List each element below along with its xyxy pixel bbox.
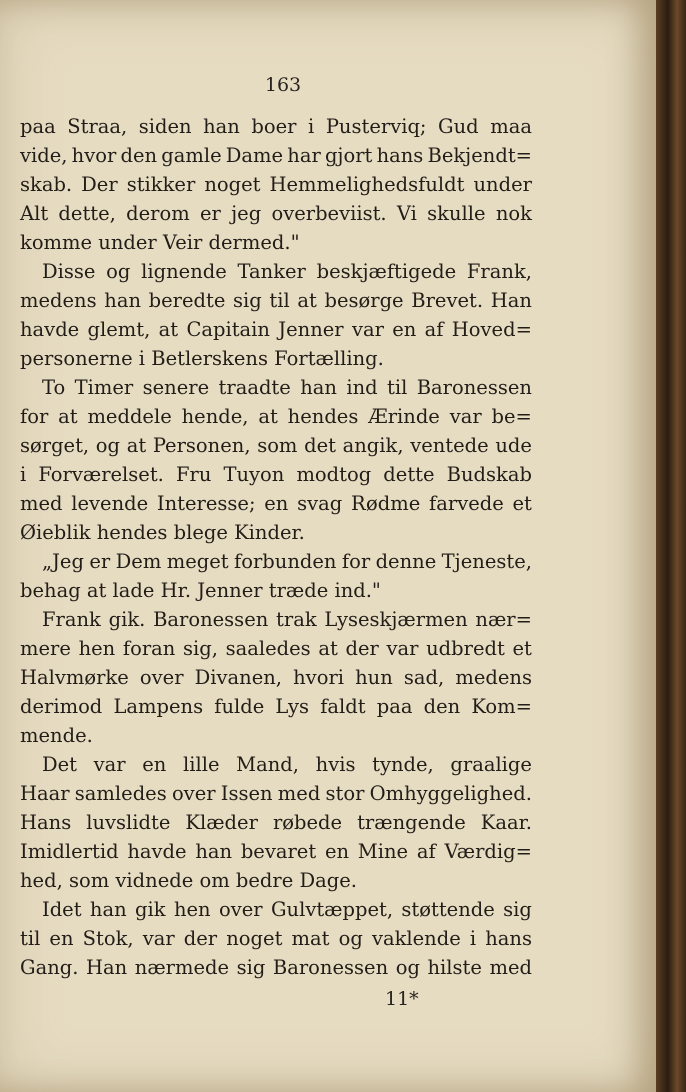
- text-line: medens han beredte sig til at besørge Brevet. Han: [20, 289, 532, 312]
- text-line: To Timer senere traadte han ind til Baronessen: [42, 376, 532, 399]
- signature-mark: 11*: [385, 988, 419, 1010]
- text-line: personerne i Betlerskens Fortælling.: [20, 347, 384, 370]
- text-line: for at meddele hende, at hendes Ærinde var be=: [20, 405, 532, 428]
- body-text: [20, 112, 532, 982]
- text-line: Haar samledes over Issen med stor Omhyggelighed.: [20, 782, 532, 805]
- text-line: skab. Der stikker noget Hemmelighedsfuldt under: [20, 173, 532, 196]
- book-edge: [656, 0, 686, 1092]
- text-line: „Jeg er Dem meget forbunden for denne Tjeneste,: [42, 550, 532, 573]
- text-line: Øieblik hendes blege Kinder.: [20, 521, 305, 544]
- text-line: Imidlertid havde han bevaret en Mine af Værdig=: [20, 840, 532, 863]
- text-line: til en Stok, var der noget mat og vaklende i hans: [20, 927, 532, 950]
- text-line: hed, som vidnede om bedre Dage.: [20, 869, 357, 892]
- text-line: med levende Interesse; en svag Rødme farvede et: [20, 492, 532, 515]
- text-line: havde glemt, at Capitain Jenner var en af Hoved=: [20, 318, 532, 341]
- text-line: i Forværelset. Fru Tuyon modtog dette Budskab: [20, 463, 532, 486]
- text-line: behag at lade Hr. Jenner træde ind.": [20, 579, 381, 602]
- text-line: sørget, og at Personen, som det angik, ventede ude: [20, 434, 532, 457]
- page-number: 163: [264, 74, 302, 96]
- text-line: Alt dette, derom er jeg overbeviist. Vi skulle nok: [20, 202, 532, 225]
- text-line: mende.: [20, 724, 93, 747]
- text-line: Frank gik. Baronessen trak Lyseskjærmen nær=: [42, 608, 532, 631]
- text-line: komme under Veir dermed.": [20, 231, 300, 254]
- text-line: derimod Lampens fulde Lys faldt paa den Kom=: [20, 695, 532, 718]
- text-line: Gang. Han nærmede sig Baronessen og hilste med: [20, 956, 532, 979]
- text-line: Det var en lille Mand, hvis tynde, graalige: [42, 753, 532, 776]
- text-line: Hans luvslidte Klæder røbede trængende Kaar.: [20, 811, 532, 834]
- text-line: Disse og lignende Tanker beskjæftigede Frank,: [42, 260, 532, 283]
- text-line: mere hen foran sig, saaledes at der var udbredt et: [20, 637, 532, 660]
- text-line: vide, hvor den gamle Dame har gjort hans Bekjendt=: [20, 144, 532, 167]
- text-line: Halvmørke over Divanen, hvori hun sad, medens: [20, 666, 532, 689]
- text-line: Idet han gik hen over Gulvtæppet, støttende sig: [42, 898, 532, 921]
- text-line: paa Straa, siden han boer i Pusterviq; Gud maa: [20, 115, 532, 138]
